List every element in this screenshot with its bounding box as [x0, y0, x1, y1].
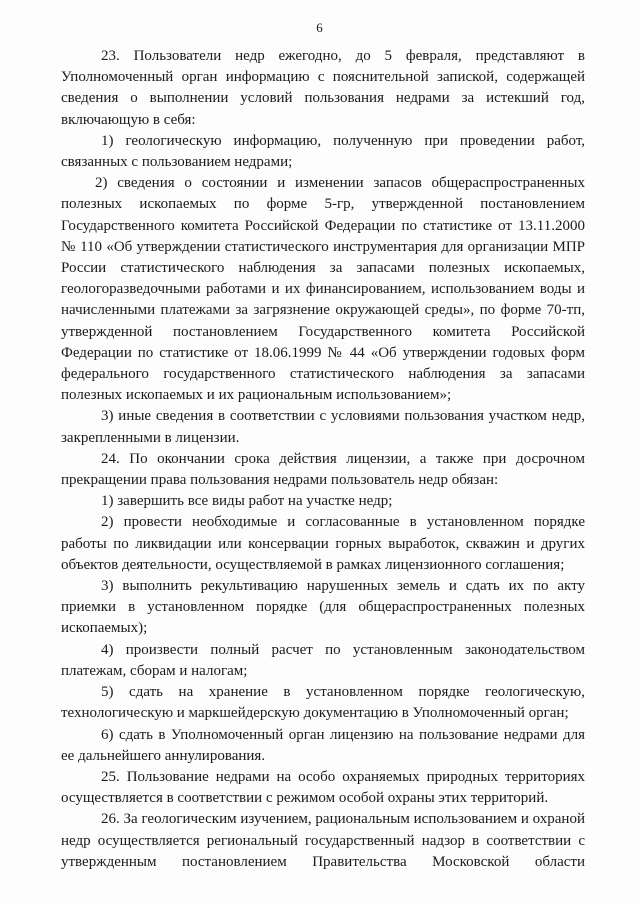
list-item-23-1: 1) геологическую информацию, полученную при проведении работ, связанных с пользованием недрами;: [61, 132, 585, 171]
list-item-24-1: 1) завершить все виды работ на участке недр;: [101, 493, 393, 510]
paragraph-26: 26. За геологическим изучением, рациональным использованием и охраной недр осуществляется региональный государственный надзор в соответствии с утвержденным постановлением Правительства Московской области: [61, 811, 585, 870]
list-item-24-6: 6) сдать в Уполномоченный орган лицензию на пользование недрами для ее дальнейшего аннулирования.: [61, 726, 585, 764]
document-body: [61, 46, 585, 873]
list-item-23-2: 2) сведения о состоянии и изменении запасов общераспространенных полезных ископаемых по форме 5-гр, утвержденной постановлением Государственного комитета Российской Федерации по статистике от 13.11.2000 № 110 «Об утверждении статистического инструментария для организации МПР России статистического наблюдения за запасами полезных ископаемых, геологоразведочными работами и их финансированием, использованием воды и начисленными платежами за загрязнение окружающей среды», по форме 70-тп, утвержденной постановлением Государственного комитета Российской Федерации по статистике от 18.06.1999 № 44 «Об утверждении годовых форм федерального государственного статистического наблюдения за запасами полезных ископаемых и их рациональным использованием»;: [61, 175, 585, 404]
page-number: 6: [316, 20, 323, 35]
list-item-24-5: 5) сдать на хранение в установленном порядке геологическую, технологическую и маркшейдерскую документацию в Уполномоченный орган;: [61, 684, 585, 722]
list-item-24-3: 3) выполнить рекультивацию нарушенных земель и сдать их по акту приемки в установленном порядке (для общераспространенных полезных ископаемых);: [61, 578, 585, 637]
paragraph-25: 25. Пользование недрами на особо охраняемых природных территориях осуществляется в соответствии с режимом особой охраны этих территорий.: [61, 768, 585, 807]
paragraph-24: 24. По окончании срока действия лицензии, а также при досрочном прекращении права пользования недрами пользователь недр обязан:: [61, 450, 585, 489]
list-item-24-2: 2) провести необходимые и согласованные в установленном порядке работы по ликвидации или консервации горных выработок, скважин и других объектов деятельности, осуществляемой в рамках лицензионного соглашения;: [61, 514, 585, 573]
list-item-23-3: 3) иные сведения в соответствии с условиями пользования участком недр, закрепленными в лицензии.: [61, 408, 585, 446]
paragraph-23: 23. Пользователи недр ежегодно, до 5 февраля, представляют в Уполномоченный орган информацию с пояснительной запиской, содержащей сведения о выполнении условий пользования недрами за истекший год, включающую в себя:: [61, 48, 585, 128]
list-item-24-4: 4) произвести полный расчет по установленным законодательством платежам, сборам и налогам;: [61, 641, 585, 679]
